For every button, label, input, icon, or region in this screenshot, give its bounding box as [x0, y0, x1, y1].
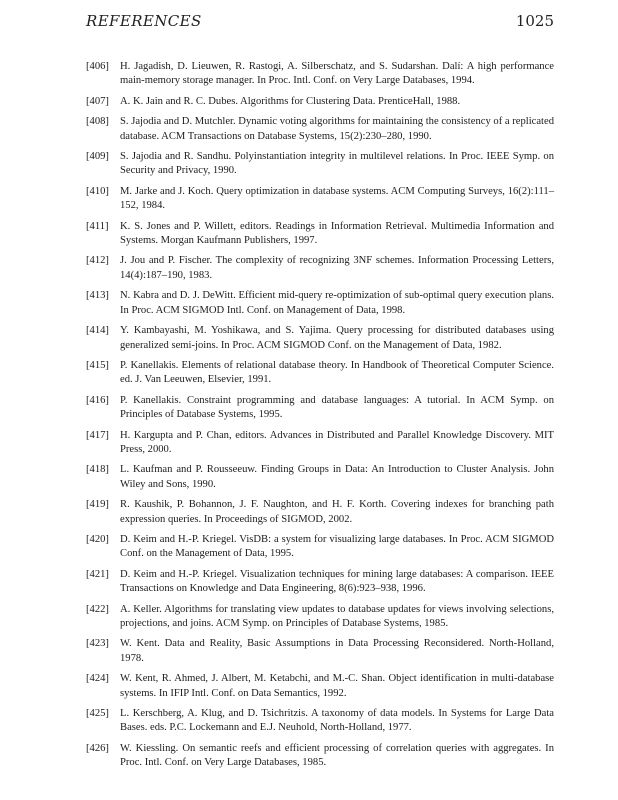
reference-text: S. Jajodia and R. Sandhu. Polyinstantiation integrity in multilevel relations. In Proc. IEEE Symp. on Security and Privacy, 1990. [120, 151, 554, 177]
reference-number: [410] [86, 185, 109, 197]
reference-text: D. Keim and H.-P. Kriegel. Visualization techniques for mining large databases: A comparison. IEEE Transactions on Knowledge and Data Engineering, 8(6):923–938, 1996. [120, 568, 554, 595]
running-title: REFERENCES [86, 12, 202, 30]
reference-entry [86, 568, 554, 597]
reference-number: [424] [86, 673, 109, 685]
reference-entry [86, 60, 554, 89]
reference-entry [86, 672, 554, 701]
reference-entry [86, 429, 554, 458]
page-number: 1025 [515, 12, 554, 30]
reference-entry [86, 254, 554, 283]
reference-number: [412] [86, 255, 109, 267]
reference-text: K. S. Jones and P. Willett, editors. Readings in Information Retrieval. Multimedia Information and Systems. Morgan Kaufmann Publishers, 1997. [120, 220, 554, 247]
reference-entry [86, 220, 554, 249]
reference-text: W. Kent. Data and Reality, Basic Assumptions in Data Processing Reconsidered. North-Holland, 1978. [120, 638, 554, 664]
reference-entry [86, 463, 554, 492]
reference-text: S. Jajodia and D. Mutchler. Dynamic voting algorithms for maintaining the consistency of a replicated database. ACM Transactions on Database Systems, 15(2):230–280, 1990. [120, 116, 554, 142]
reference-number: [425] [86, 708, 109, 720]
reference-number: [415] [86, 359, 109, 371]
reference-number: [408] [86, 116, 109, 128]
reference-entry [86, 533, 554, 562]
reference-text: W. Kent, R. Ahmed, J. Albert, M. Ketabchi, and M.-C. Shan. Object identification in multi-database systems. In IFIP Intl. Conf. on Data Semantics, 1992. [120, 673, 554, 699]
reference-text: Y. Kambayashi, M. Yoshikawa, and S. Yajima. Query processing for distributed databases using generalized semi-joins. In Proc. ACM SIGMOD Conf. on the Management of Data, 1982. [120, 325, 554, 351]
reference-text: W. Kiessling. On semantic reefs and efficient processing of correlation queries with aggregates. In Proc. Intl. Conf. on Very Large Databases, 1985. [120, 742, 554, 769]
reference-text: P. Kanellakis. Constraint programming and database languages: A tutorial. In ACM Symp. on Principles of Database Systems, 1995. [120, 394, 554, 421]
reference-entry [86, 742, 554, 771]
reference-text: D. Keim and H.-P. Kriegel. VisDB: a system for visualizing large databases. In Proc. ACM SIGMOD Conf. on the Management of Data, 1995. [120, 533, 554, 560]
reference-text: A. Keller. Algorithms for translating view updates to database updates for views involving selections, projections, and joins. ACM Symp. on Principles of Database Systems, 1985. [120, 603, 554, 629]
reference-number: [416] [86, 394, 109, 406]
reference-list [86, 60, 554, 777]
reference-text: A. K. Jain and R. C. Dubes. Algorithms for Clustering Data. PrenticeHall, 1988. [120, 95, 461, 107]
reference-entry [86, 289, 554, 318]
reference-number: [414] [86, 325, 109, 337]
reference-entry [86, 150, 554, 179]
reference-number: [417] [86, 429, 109, 441]
reference-number: [406] [86, 61, 109, 72]
reference-entry [86, 185, 554, 214]
reference-number: [407] [86, 95, 109, 107]
reference-number: [413] [86, 290, 109, 302]
reference-number: [420] [86, 533, 109, 545]
reference-text: L. Kerschberg, A. Klug, and D. Tsichritzis. A taxonomy of data models. In Systems for Large Data Bases. eds. P.C. Lockemann and E.J. Neuhold, North-Holland, 1977. [120, 708, 554, 734]
reference-text: P. Kanellakis. Elements of relational database theory. In Handbook of Theoretical Computer Science. ed. J. Van Leeuwen, Elsevier, 1991. [120, 359, 554, 386]
reference-number: [421] [86, 568, 109, 580]
reference-number: [426] [86, 742, 109, 754]
reference-text: M. Jarke and J. Koch. Query optimization in database systems. ACM Computing Surveys, 16(2):111–152, 1984. [120, 185, 554, 212]
reference-text: H. Jagadish, D. Lieuwen, R. Rastogi, A. Silberschatz, and S. Sudarshan. Dalí: A high performance main-memory storage manager. In Proc. Intl. Conf. on Very Large Databases, 1994. [120, 61, 554, 87]
reference-number: [419] [86, 499, 109, 511]
page-header [86, 12, 554, 34]
reference-entry [86, 359, 554, 388]
reference-number: [423] [86, 638, 109, 650]
reference-number: [411] [86, 220, 109, 232]
reference-entry [86, 498, 554, 527]
reference-number: [418] [86, 464, 109, 476]
reference-entry [86, 115, 554, 144]
reference-text: L. Kaufman and P. Rousseeuw. Finding Groups in Data: An Introduction to Cluster Analysis. John Wiley and Sons, 1990. [120, 464, 554, 490]
reference-entry [86, 324, 554, 353]
reference-entry [86, 95, 554, 109]
reference-text: R. Kaushik, P. Bohannon, J. F. Naughton, and H. F. Korth. Covering indexes for branching path expression queries. In Proceedings of SIGMOD, 2002. [120, 499, 554, 525]
reference-entry [86, 394, 554, 423]
reference-text: N. Kabra and D. J. DeWitt. Efficient mid-query re-optimization of sub-optimal query execution plans. In Proc. ACM SIGMOD Intl. Conf. on Management of Data, 1998. [120, 290, 554, 316]
reference-entry [86, 637, 554, 666]
reference-number: [422] [86, 603, 109, 615]
reference-number: [409] [86, 151, 109, 163]
reference-entry [86, 603, 554, 632]
reference-entry [86, 707, 554, 736]
reference-text: J. Jou and P. Fischer. The complexity of recognizing 3NF schemes. Information Processing Letters, 14(4):187–190, 1983. [120, 255, 554, 281]
reference-text: H. Kargupta and P. Chan, editors. Advances in Distributed and Parallel Knowledge Discovery. MIT Press, 2000. [120, 429, 554, 455]
